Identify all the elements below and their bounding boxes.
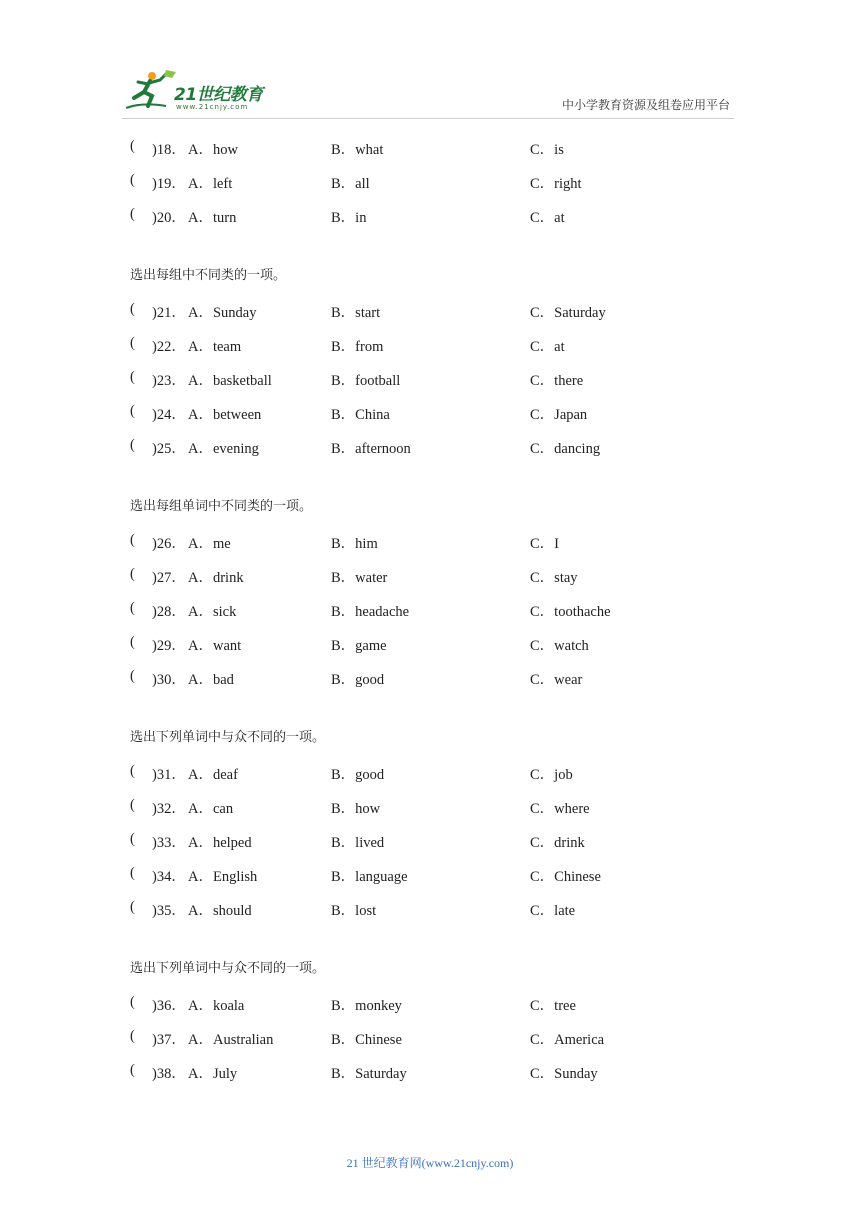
option-c: C．tree bbox=[530, 998, 576, 1015]
header-divider bbox=[122, 118, 734, 119]
question-row bbox=[0, 293, 860, 327]
header-tagline: 中小学教育资源及组卷应用平台 bbox=[561, 98, 730, 112]
question-section bbox=[0, 490, 860, 693]
option-c: C．drink bbox=[530, 834, 585, 851]
question-row bbox=[0, 558, 860, 592]
option-b: B．good bbox=[331, 767, 385, 784]
answer-blank[interactable]: ( bbox=[130, 566, 135, 583]
question-row bbox=[0, 395, 860, 429]
option-b: B．China bbox=[331, 406, 390, 423]
question-number: )30． bbox=[152, 671, 186, 688]
answer-blank[interactable]: ( bbox=[130, 205, 135, 222]
question-row bbox=[0, 823, 860, 857]
question-number: )31． bbox=[152, 767, 186, 784]
question-number: )34． bbox=[152, 868, 186, 885]
question-section bbox=[0, 130, 860, 231]
option-c: C．where bbox=[530, 801, 590, 818]
question-row bbox=[0, 986, 860, 1020]
question-number: )35． bbox=[152, 902, 186, 919]
option-c: C．America bbox=[530, 1032, 605, 1049]
question-number: )21． bbox=[152, 305, 186, 322]
option-a: A．me bbox=[188, 536, 231, 553]
option-c: C．there bbox=[530, 372, 584, 389]
option-a: A．July bbox=[188, 1065, 238, 1082]
answer-blank[interactable]: ( bbox=[130, 864, 135, 881]
option-a: A．turn bbox=[188, 209, 237, 226]
answer-blank[interactable]: ( bbox=[130, 633, 135, 650]
option-c: C．Sunday bbox=[530, 1065, 598, 1082]
question-row bbox=[0, 592, 860, 626]
page-header bbox=[0, 0, 860, 130]
section-instruction: 选出每组单词中不同类的一项。 bbox=[130, 499, 313, 515]
option-a: A．Sunday bbox=[188, 305, 257, 322]
section-instruction: 选出每组中不同类的一项。 bbox=[130, 268, 287, 284]
option-b: B．how bbox=[331, 801, 381, 818]
answer-blank[interactable]: ( bbox=[130, 763, 135, 780]
option-a: A．basketball bbox=[188, 372, 272, 389]
question-row bbox=[0, 789, 860, 823]
option-b: B．in bbox=[331, 209, 367, 226]
option-b: B．football bbox=[331, 372, 401, 389]
question-row bbox=[0, 891, 860, 925]
option-b: B．him bbox=[331, 536, 378, 553]
question-number: )32． bbox=[152, 801, 186, 818]
logo-url: www.21cnjy.com bbox=[176, 103, 249, 111]
option-c: C．I bbox=[530, 536, 559, 553]
question-number: )33． bbox=[152, 834, 186, 851]
answer-blank[interactable]: ( bbox=[130, 1061, 135, 1078]
option-c: C．Chinese bbox=[530, 868, 601, 885]
question-section bbox=[0, 721, 860, 924]
option-b: B．monkey bbox=[331, 998, 402, 1015]
option-b: B．from bbox=[331, 339, 384, 356]
option-a: A．should bbox=[188, 902, 252, 919]
option-b: B．headache bbox=[331, 603, 410, 620]
option-a: A．sick bbox=[188, 603, 237, 620]
question-content bbox=[0, 130, 860, 1088]
site-logo[interactable] bbox=[122, 68, 292, 114]
answer-blank[interactable]: ( bbox=[130, 402, 135, 419]
option-a: A．evening bbox=[188, 440, 259, 457]
option-b: B．game bbox=[331, 637, 387, 654]
question-row bbox=[0, 626, 860, 660]
question-row bbox=[0, 1020, 860, 1054]
answer-blank[interactable]: ( bbox=[130, 436, 135, 453]
option-c: C．Saturday bbox=[530, 305, 606, 322]
option-a: A．drink bbox=[188, 570, 244, 587]
option-c: C．dancing bbox=[530, 440, 601, 457]
option-a: A．koala bbox=[188, 998, 245, 1015]
option-c: C．stay bbox=[530, 570, 578, 587]
answer-blank[interactable]: ( bbox=[130, 994, 135, 1011]
option-c: C．right bbox=[530, 175, 582, 192]
answer-blank[interactable]: ( bbox=[130, 532, 135, 549]
question-number: )25． bbox=[152, 440, 186, 457]
section-instruction: 选出下列单词中与众不同的一项。 bbox=[130, 730, 326, 746]
option-c: C．job bbox=[530, 767, 573, 784]
answer-blank[interactable]: ( bbox=[130, 171, 135, 188]
question-number: )38． bbox=[152, 1065, 186, 1082]
option-c: C．is bbox=[530, 142, 564, 158]
option-a: A．between bbox=[188, 406, 262, 423]
option-b: B．start bbox=[331, 305, 381, 322]
option-a: A．team bbox=[188, 339, 242, 356]
answer-blank[interactable]: ( bbox=[130, 138, 135, 154]
question-row bbox=[0, 327, 860, 361]
option-c: C．watch bbox=[530, 637, 589, 654]
question-number: )22． bbox=[152, 339, 186, 356]
option-b: B．lived bbox=[331, 834, 385, 851]
option-c: C．Japan bbox=[530, 406, 588, 423]
section-instruction: 选出下列单词中与众不同的一项。 bbox=[130, 961, 326, 977]
answer-blank[interactable]: ( bbox=[130, 599, 135, 616]
logo-text: 21世纪教育 bbox=[174, 85, 263, 105]
question-number: )28． bbox=[152, 603, 186, 620]
option-c: C．late bbox=[530, 902, 576, 919]
question-number: )24． bbox=[152, 406, 186, 423]
answer-blank[interactable]: ( bbox=[130, 301, 135, 318]
option-a: A．helped bbox=[188, 834, 252, 851]
question-section bbox=[0, 952, 860, 1087]
option-a: A．can bbox=[188, 801, 234, 818]
question-number: )19． bbox=[152, 175, 186, 192]
question-row bbox=[0, 1054, 860, 1088]
option-c: C．toothache bbox=[530, 603, 611, 620]
answer-blank[interactable]: ( bbox=[130, 1028, 135, 1045]
question-number: )27． bbox=[152, 570, 186, 587]
question-row bbox=[0, 130, 860, 164]
option-a: A．want bbox=[188, 637, 242, 654]
question-row bbox=[0, 198, 860, 232]
option-b: B．afternoon bbox=[331, 440, 411, 457]
answer-blank[interactable]: ( bbox=[130, 335, 135, 352]
answer-blank[interactable]: ( bbox=[130, 368, 135, 385]
answer-blank[interactable]: ( bbox=[130, 667, 135, 684]
option-c: C．wear bbox=[530, 671, 583, 688]
option-b: B．good bbox=[331, 671, 385, 688]
question-row bbox=[0, 660, 860, 694]
question-number: )37． bbox=[152, 1032, 186, 1049]
running-man-icon bbox=[122, 68, 178, 114]
option-b: B．Chinese bbox=[331, 1032, 402, 1049]
option-b: B．what bbox=[331, 142, 384, 158]
option-c: C．at bbox=[530, 339, 565, 356]
question-row bbox=[0, 857, 860, 891]
option-b: B．all bbox=[331, 175, 370, 192]
page-footer[interactable]: 21 世纪教育网(www.21cnjy.com) bbox=[346, 1156, 514, 1170]
option-a: A．left bbox=[188, 175, 233, 192]
answer-blank[interactable]: ( bbox=[130, 898, 135, 915]
question-number: )29． bbox=[152, 637, 186, 654]
question-row bbox=[0, 361, 860, 395]
question-number: )20． bbox=[152, 209, 186, 226]
question-row bbox=[0, 524, 860, 558]
question-row bbox=[0, 164, 860, 198]
question-number: )23． bbox=[152, 372, 186, 389]
question-number: )36． bbox=[152, 998, 186, 1015]
option-a: A．deaf bbox=[188, 767, 238, 784]
option-b: B．water bbox=[331, 570, 388, 587]
question-number: )26． bbox=[152, 536, 186, 553]
option-b: B．lost bbox=[331, 902, 377, 919]
question-section bbox=[0, 259, 860, 462]
option-a: A．bad bbox=[188, 671, 234, 688]
option-a: A．English bbox=[188, 868, 258, 885]
question-row bbox=[0, 429, 860, 463]
option-a: A．Australian bbox=[188, 1032, 274, 1049]
answer-blank[interactable]: ( bbox=[130, 830, 135, 847]
option-c: C．at bbox=[530, 209, 565, 226]
question-number: )18． bbox=[152, 142, 186, 158]
option-b: B．language bbox=[331, 868, 408, 885]
option-a: A．how bbox=[188, 142, 238, 158]
answer-blank[interactable]: ( bbox=[130, 797, 135, 814]
option-b: B．Saturday bbox=[331, 1065, 407, 1082]
question-row bbox=[0, 755, 860, 789]
